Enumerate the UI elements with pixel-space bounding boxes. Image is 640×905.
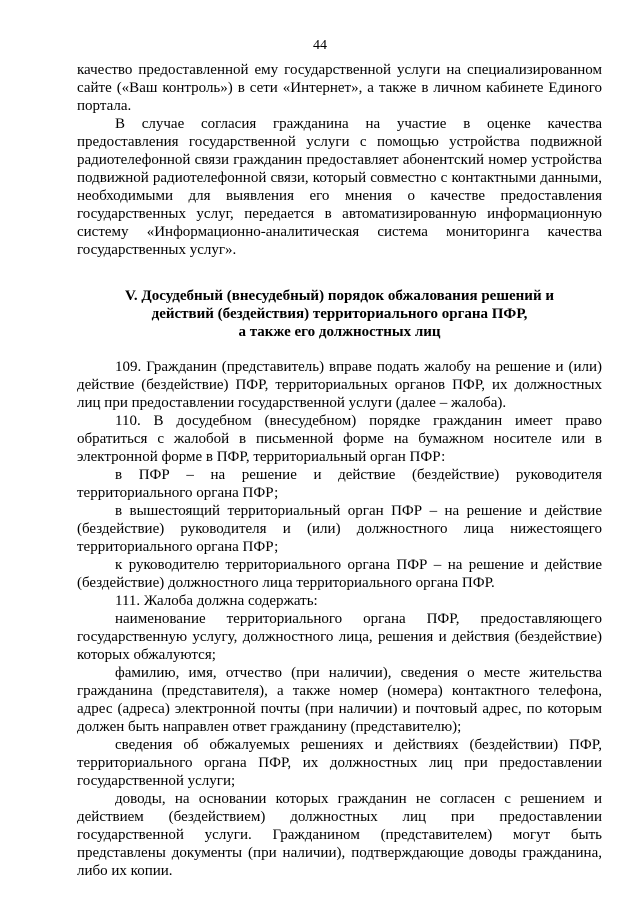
paragraph-111-item-name: наименование территориального органа ПФР, предоставляющего государственную услугу, должностного лица, решения и действия (бездействие) которых обжалуются; — [77, 611, 602, 663]
paragraph-110-item-head: к руководителю территориального органа ПФР – на решение и действие (бездействие) должностного лица территориального органа ПФР. — [77, 557, 602, 591]
paragraph-111-item-arguments: доводы, на основании которых гражданин не согласен с решением и действием (бездействием) должностных лиц при предоставлении государственной услуги. Гражданином (представителем) могут быть представлены документы (при наличии), подтверждающие доводы гражданина, либо их копии. — [77, 791, 602, 879]
paragraph-110-item-higher-body: в вышестоящий территориальный орган ПФР – на решение и действие (бездействие) руководителя и (или) должностного лица нижестоящего территориального органа ПФР; — [77, 503, 602, 555]
paragraph-111: 111. Жалоба должна содержать: — [115, 593, 318, 609]
section-heading-line: V. Досудебный (внесудебный) порядок обжалования решений и — [125, 288, 554, 304]
paragraph-109: 109. Гражданин (представитель) вправе подать жалобу на решение и (или) действие (бездействие) ПФР, территориальных органов ПФР, их должностных лиц при предоставлении государственной услуги (далее – жалоба). — [77, 359, 602, 411]
paragraph-110-item-pfr: в ПФР – на решение и действие (бездействие) руководителя территориального органа ПФР; — [77, 467, 602, 501]
section-heading-line: а также его должностных лиц — [238, 324, 441, 340]
section-heading — [77, 287, 602, 341]
paragraph-continuation: качество предоставленной ему государственной услуги на специализированном сайте («Ваш контроль») в сети «Интернет», а также в личном кабинете Единого портала. — [77, 62, 602, 114]
paragraph-111-item-decisions: сведения об обжалуемых решениях и действиях (бездействии) ПФР, территориального органа ПФР, их должностных лиц при предоставлении государственной услуги; — [77, 737, 602, 789]
document-body — [77, 61, 602, 880]
paragraph-rating-consent: В случае согласия гражданина на участие в оценке качества предоставления государственной услуги с помощью устройства подвижной радиотелефонной связи гражданин предоставляет абонентский номер устройства подвижной радиотелефонной связи, который совместно с контактными данными, необходимыми для выявления его мнения о качестве предоставления государственных услуг, передается в автоматизированную информационную систему «Информационно-аналитическая система мониторинга качества государственных услуг». — [77, 116, 602, 258]
page-number: 44 — [313, 38, 327, 53]
paragraph-110: 110. В досудебном (внесудебном) порядке гражданин имеет право обратиться с жалобой в письменной форме на бумажном носителе или в электронной форме в ПФР, территориальный орган ПФР: — [77, 413, 602, 465]
paragraph-111-item-contacts: фамилию, имя, отчество (при наличии), сведения о месте жительства гражданина (представителя), а также номер (номера) контактного телефона, адрес (адреса) электронной почты (при наличии) и почтовый адрес, по которым должен быть направлен ответ гражданину (представителю); — [77, 665, 602, 735]
section-heading-line: действий (бездействия) территориального органа ПФР, — [151, 306, 528, 322]
